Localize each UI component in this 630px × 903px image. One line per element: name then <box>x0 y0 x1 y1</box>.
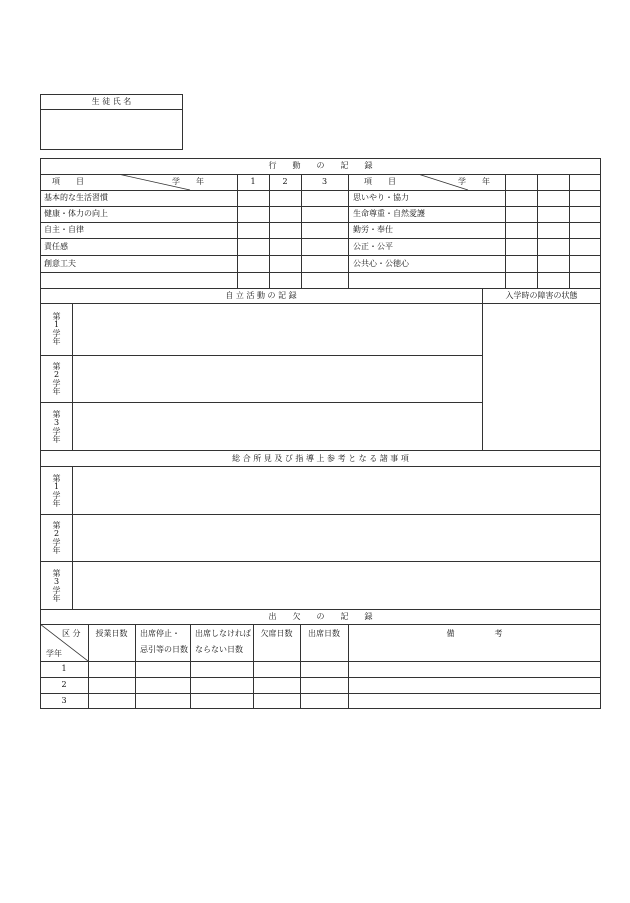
attendance-col-required-line1: 出席しなければ <box>195 629 251 638</box>
attendance-row-grade-1: 1 <box>61 664 67 673</box>
attendance-col-lesson-days: 授業日数 <box>95 629 128 638</box>
grade-1-header: 1 <box>250 177 256 186</box>
behavior-col-grade-left: 学 年 <box>172 177 204 186</box>
general-remarks-grade-1: 第1学年 <box>52 474 61 507</box>
behavior-item-left: 健康・体力の向上 <box>44 209 108 218</box>
independent-activity-title: 自 立 活 動 の 記 録 <box>225 291 297 300</box>
attendance-col-suspension-line2: 忌引等の日数 <box>140 645 188 654</box>
grade-2-header: 2 <box>282 177 288 186</box>
behavior-item-right: 公正・公平 <box>353 242 393 251</box>
behavior-item-right: 生命尊重・自然愛護 <box>353 209 425 218</box>
independent-activity-grade-1: 第1学年 <box>52 312 61 345</box>
behavior-item-left: 責任感 <box>44 242 68 251</box>
behavior-col-item-left: 項 目 <box>52 177 84 186</box>
student-name-field[interactable] <box>46 120 176 140</box>
attendance-row-grade-2: 2 <box>61 680 67 689</box>
general-remarks-title: 総 合 所 見 及 び 指 導 上 参 考 と な る 諸 事 項 <box>232 454 409 463</box>
independent-activity-grade-3: 第3学年 <box>52 410 61 443</box>
grade-3-header: 3 <box>321 177 328 186</box>
attendance-corner-grade: 学年 <box>46 649 62 658</box>
student-name-label: 生 徒 氏 名 <box>91 97 132 106</box>
attendance-col-present: 出席日数 <box>308 629 340 638</box>
behavior-item-right: 勤労・奉仕 <box>353 225 393 234</box>
general-remarks-grade-3: 第3学年 <box>52 569 61 602</box>
general-remarks-grade-2: 第2学年 <box>52 521 61 554</box>
behavior-item-left: 自主・自律 <box>44 225 84 234</box>
behavior-title: 行 動 の 記 録 <box>268 161 373 170</box>
attendance-col-remarks: 備 考 <box>446 629 503 638</box>
behavior-item-left: 基本的な生活習慣 <box>44 193 108 202</box>
behavior-item-left: 創意工夫 <box>44 259 76 268</box>
behavior-item-right: 思いやり・協力 <box>353 193 409 202</box>
attendance-corner-category: 区 分 <box>62 629 81 638</box>
attendance-title: 出 欠 の 記 録 <box>268 612 373 621</box>
behavior-col-grade-right: 学 年 <box>458 177 490 186</box>
independent-activity-grade-2: 第2学年 <box>52 362 61 395</box>
attendance-col-suspension-line1: 出席停止・ <box>140 629 180 638</box>
behavior-col-item-right: 項 目 <box>364 177 396 186</box>
disability-status-title: 入学時の障害の状態 <box>505 291 578 300</box>
attendance-col-absent: 欠席日数 <box>260 629 293 638</box>
record-form-frame <box>40 158 601 709</box>
attendance-col-required-line2: ならない日数 <box>195 645 243 654</box>
behavior-item-right: 公共心・公徳心 <box>353 259 409 268</box>
attendance-row-grade-3: 3 <box>61 696 67 705</box>
